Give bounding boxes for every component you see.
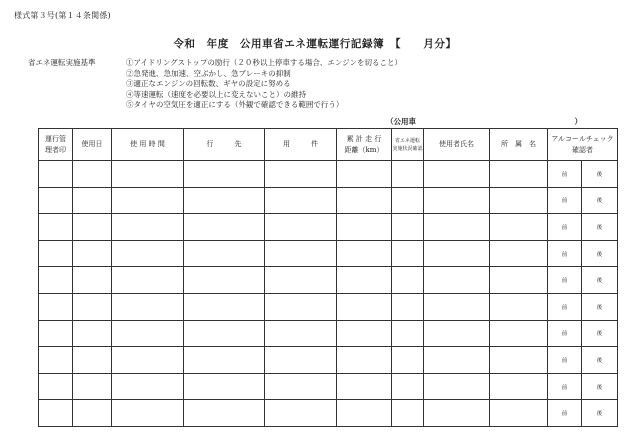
cell-alcohol-before[interactable] [548,347,582,374]
standards-list [126,58,402,111]
cell-distance[interactable] [337,400,392,427]
cell-destination[interactable] [184,214,265,241]
cell-distance[interactable] [337,161,392,188]
cell-eco-check[interactable] [392,187,424,214]
cell-eco-check[interactable] [392,214,424,241]
alcohol-before-label: 前 [561,357,568,364]
cell-alcohol-after[interactable] [582,240,618,267]
cell-alcohol-after[interactable] [582,267,618,294]
alcohol-before-label: 前 [561,331,568,338]
cell-distance[interactable] [337,320,392,347]
cell-alcohol-after[interactable] [582,373,618,400]
alcohol-after-label: 後 [596,171,603,178]
cell-purpose[interactable] [265,293,337,320]
vehicle-label: （公用車 [386,117,416,126]
cell-manager-stamp[interactable] [39,400,73,427]
cell-purpose[interactable] [265,161,337,188]
alcohol-after-label: 後 [596,384,603,391]
cell-time[interactable] [112,214,184,241]
cell-date[interactable] [73,214,112,241]
cell-eco-check[interactable] [392,267,424,294]
page-title: 令和 年度 公用車省エネ運転運行記録簿 【 月分】 [173,38,457,50]
cell-time[interactable] [112,240,184,267]
cell-department[interactable] [490,347,548,374]
cell-time[interactable] [112,347,184,374]
cell-user-name[interactable] [424,214,490,241]
cell-alcohol-before[interactable] [548,214,582,241]
cell-user-name[interactable] [424,347,490,374]
cell-alcohol-before[interactable] [548,240,582,267]
alcohol-after-label: 後 [596,278,603,285]
standard-item: ④等速運転（速度を必要以上に変えないこと）の維持 [126,89,306,99]
cell-purpose[interactable] [265,320,337,347]
cell-time[interactable] [112,293,184,320]
cell-destination[interactable] [184,240,265,267]
alcohol-after-label: 後 [596,357,603,364]
table-row [39,373,618,400]
cell-time[interactable] [112,400,184,427]
cell-alcohol-before[interactable] [548,161,582,188]
alcohol-before-label: 前 [561,224,568,231]
cell-department[interactable] [490,400,548,427]
cell-destination[interactable] [184,293,265,320]
table-row [39,240,618,267]
cell-department[interactable] [490,267,548,294]
cell-distance[interactable] [337,373,392,400]
form-number: 様式第３号(第１４条関係) [14,11,111,20]
cell-distance[interactable] [337,347,392,374]
cell-alcohol-before[interactable] [548,373,582,400]
alcohol-after-label: 後 [596,224,603,231]
cell-purpose[interactable] [265,240,337,267]
alcohol-before-label: 前 [561,411,568,418]
cell-manager-stamp[interactable] [39,214,73,241]
cell-department[interactable] [490,293,548,320]
cell-distance[interactable] [337,293,392,320]
alcohol-after-label: 後 [596,304,603,311]
header-user-name: 使用者氏名 [424,129,490,161]
vehicle-field [386,116,582,127]
cell-department[interactable] [490,240,548,267]
cell-user-name[interactable] [424,187,490,214]
cell-destination[interactable] [184,373,265,400]
alcohol-before-label: 前 [561,278,568,285]
header-eco-check: 省エネ運転 実施状況確認 [392,129,424,161]
cell-user-name[interactable] [424,400,490,427]
cell-manager-stamp[interactable] [39,240,73,267]
cell-department[interactable] [490,187,548,214]
alcohol-after-label: 後 [596,198,603,205]
header-date: 使用日 [73,129,112,161]
cell-date[interactable] [73,161,112,188]
cell-purpose[interactable] [265,347,337,374]
cell-eco-check[interactable] [392,320,424,347]
cell-department[interactable] [490,373,548,400]
cell-purpose[interactable] [265,400,337,427]
cell-date[interactable] [73,187,112,214]
cell-date[interactable] [73,400,112,427]
cell-manager-stamp[interactable] [39,373,73,400]
table-row [39,320,618,347]
cell-user-name[interactable] [424,320,490,347]
cell-time[interactable] [112,187,184,214]
cell-distance[interactable] [337,187,392,214]
table-row [39,293,618,320]
cell-eco-check[interactable] [392,161,424,188]
cell-date[interactable] [73,240,112,267]
table-row [39,400,618,427]
header-destination: 行 先 [184,129,265,161]
cell-destination[interactable] [184,347,265,374]
cell-department[interactable] [490,320,548,347]
cell-manager-stamp[interactable] [39,293,73,320]
header-time: 使 用 時 間 [112,129,184,161]
alcohol-after-label: 後 [596,331,603,338]
standard-item: ③適正なエンジンの回転数、ギヤの設定に努める [126,79,291,88]
cell-alcohol-before[interactable] [548,320,582,347]
cell-manager-stamp[interactable] [39,320,73,347]
cell-alcohol-before[interactable] [548,400,582,427]
cell-date[interactable] [73,373,112,400]
cell-eco-check[interactable] [392,240,424,267]
cell-date[interactable] [73,320,112,347]
cell-alcohol-before[interactable] [548,267,582,294]
table-row [39,187,618,214]
standard-item: ②急発進、急加速、空ぶかし、急ブレーキの抑制 [126,68,291,78]
alcohol-before-label: 前 [561,384,568,391]
header-department: 所 属 名 [490,129,548,161]
cell-alcohol-after[interactable] [582,161,618,188]
cell-eco-check[interactable] [392,400,424,427]
cell-manager-stamp[interactable] [39,161,73,188]
cell-manager-stamp[interactable] [39,267,73,294]
alcohol-after-label: 後 [596,411,603,418]
cell-user-name[interactable] [424,240,490,267]
cell-distance[interactable] [337,214,392,241]
cell-purpose[interactable] [265,267,337,294]
cell-eco-check[interactable] [392,347,424,374]
cell-alcohol-after[interactable] [582,293,618,320]
vehicle-close: ） [574,117,582,126]
table-row [39,267,618,294]
cell-time[interactable] [112,320,184,347]
standard-item: ①アイドリングストップの励行（２０秒以上停車する場合、エンジンを切ること） [126,58,402,67]
cell-destination[interactable] [184,161,265,188]
cell-department[interactable] [490,161,548,188]
cell-alcohol-before[interactable] [548,293,582,320]
cell-user-name[interactable] [424,161,490,188]
standard-item: ⑤タイヤの空気圧を適正にする（外観で確認できる範囲で行う） [126,100,344,109]
cell-time[interactable] [112,267,184,294]
header-distance: 累 計 走 行 距離（km） [337,129,392,161]
cell-destination[interactable] [184,320,265,347]
cell-distance[interactable] [337,240,392,267]
cell-department[interactable] [490,214,548,241]
cell-purpose[interactable] [265,187,337,214]
table-row [39,161,618,188]
header-row [39,129,618,161]
cell-user-name[interactable] [424,373,490,400]
alcohol-after-label: 後 [596,251,603,258]
cell-user-name[interactable] [424,267,490,294]
log-table [38,128,618,427]
cell-distance[interactable] [337,267,392,294]
cell-destination[interactable] [184,400,265,427]
cell-eco-check[interactable] [392,373,424,400]
cell-destination[interactable] [184,267,265,294]
cell-alcohol-after[interactable] [582,214,618,241]
header-alcohol-check: アルコールチェック 確認者 [548,129,618,161]
cell-user-name[interactable] [424,293,490,320]
cell-alcohol-after[interactable] [582,187,618,214]
cell-alcohol-after[interactable] [582,347,618,374]
cell-alcohol-after[interactable] [582,400,618,427]
cell-date[interactable] [73,347,112,374]
table-row [39,214,618,241]
table-row [39,347,618,374]
cell-destination[interactable] [184,187,265,214]
alcohol-before-label: 前 [561,198,568,205]
alcohol-before-label: 前 [561,171,568,178]
cell-manager-stamp[interactable] [39,347,73,374]
cell-time[interactable] [112,373,184,400]
cell-date[interactable] [73,267,112,294]
cell-manager-stamp[interactable] [39,187,73,214]
cell-purpose[interactable] [265,214,337,241]
cell-time[interactable] [112,161,184,188]
cell-alcohol-before[interactable] [548,187,582,214]
cell-alcohol-after[interactable] [582,320,618,347]
cell-purpose[interactable] [265,373,337,400]
alcohol-before-label: 前 [561,304,568,311]
log-body [39,161,618,427]
alcohol-before-label: 前 [561,251,568,258]
cell-date[interactable] [73,293,112,320]
standards-heading: 省エネ運転実施基準 [28,58,96,67]
cell-eco-check[interactable] [392,293,424,320]
header-manager-stamp: 運行管 理者印 [39,129,73,161]
header-purpose: 用 件 [265,129,337,161]
